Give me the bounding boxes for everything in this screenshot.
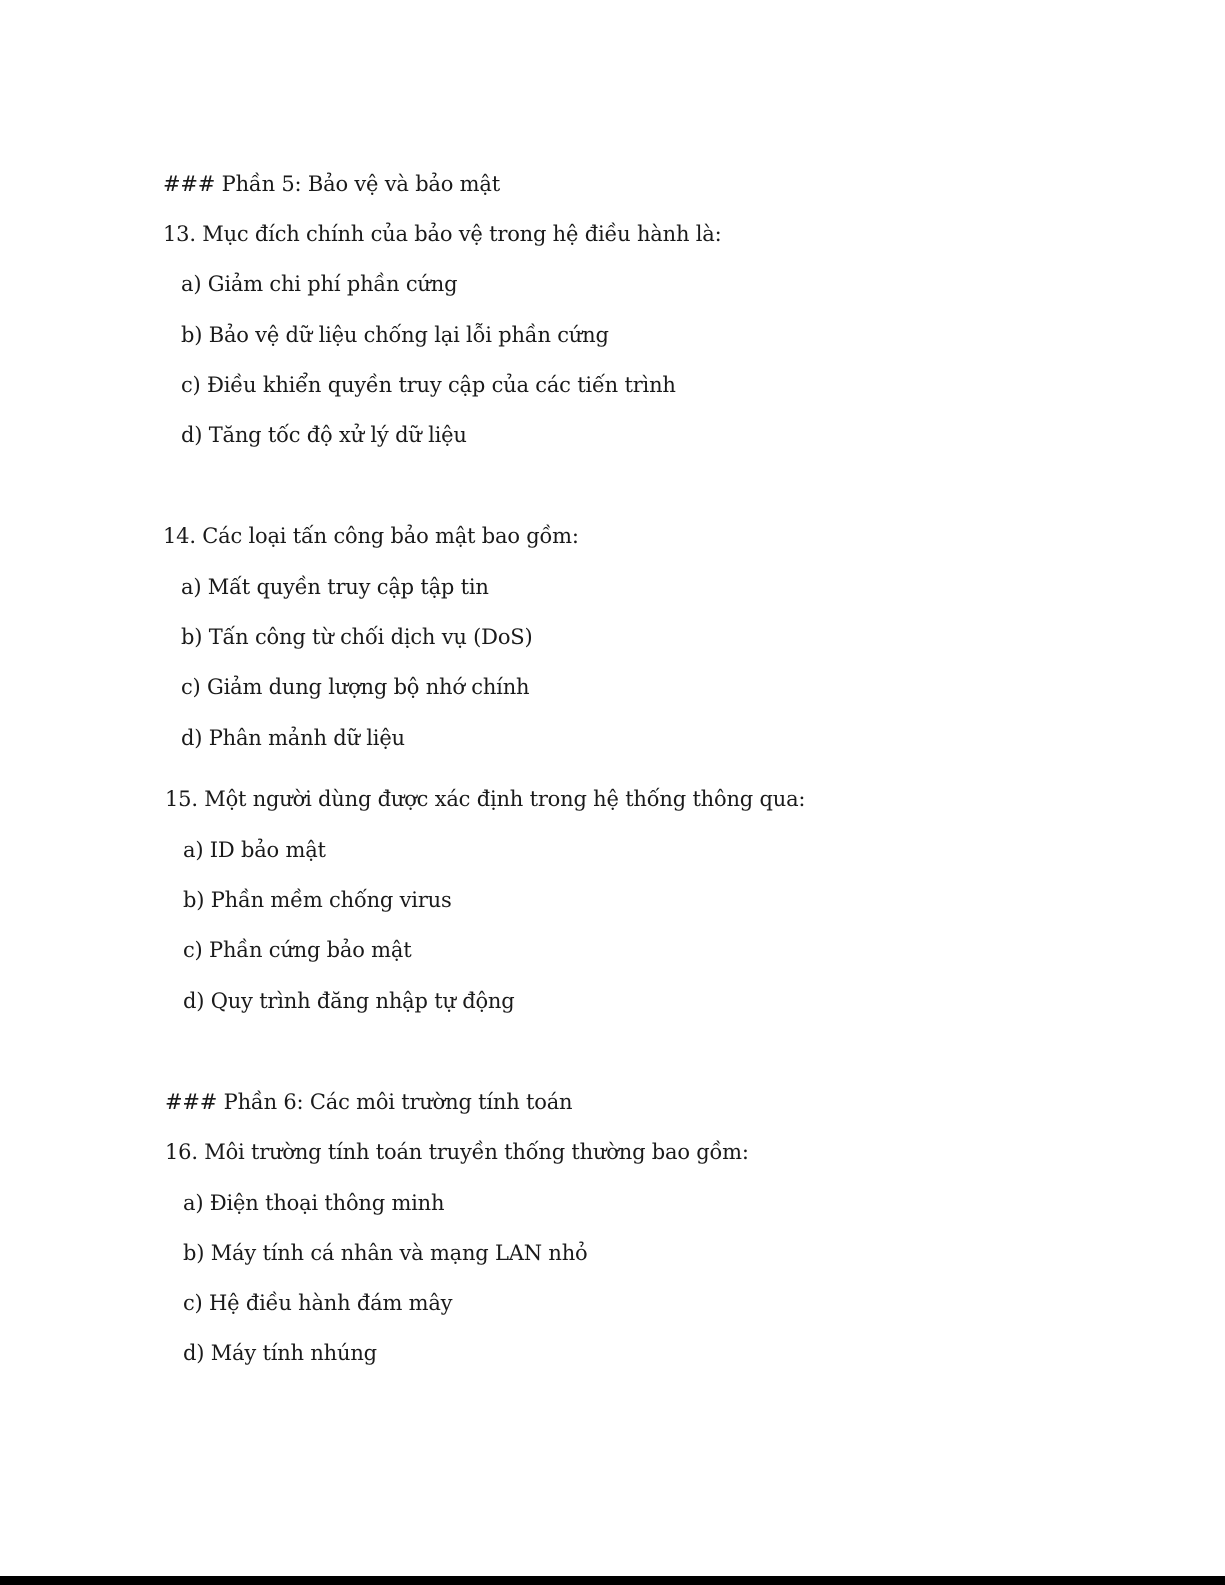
answer-option: c) Hệ điều hành đám mây <box>183 1291 453 1315</box>
page-bottom-border <box>0 1576 1225 1585</box>
answer-option: d) Quy trình đăng nhập tự động <box>183 989 515 1013</box>
section-heading: ### Phần 5: Bảo vệ và bảo mật <box>163 172 500 196</box>
question-text: 13. Mục đích chính của bảo vệ trong hệ điều hành là: <box>163 222 722 246</box>
answer-option: c) Phần cứng bảo mật <box>183 938 412 962</box>
answer-option: b) Bảo vệ dữ liệu chống lại lỗi phần cứng <box>181 323 609 347</box>
answer-option: c) Giảm dung lượng bộ nhớ chính <box>181 675 530 699</box>
answer-option: b) Phần mềm chống virus <box>183 888 452 912</box>
answer-option: c) Điều khiển quyền truy cập của các tiến trình <box>181 373 676 397</box>
answer-option: b) Tấn công từ chối dịch vụ (DoS) <box>181 625 533 649</box>
answer-option: d) Phân mảnh dữ liệu <box>181 726 405 750</box>
answer-option: d) Máy tính nhúng <box>183 1341 377 1365</box>
answer-option: b) Máy tính cá nhân và mạng LAN nhỏ <box>183 1241 588 1265</box>
answer-option: a) ID bảo mật <box>183 838 326 862</box>
question-text: 16. Môi trường tính toán truyền thống thường bao gồm: <box>165 1140 749 1164</box>
question-text: 15. Một người dùng được xác định trong hệ thống thông qua: <box>165 787 806 811</box>
section-heading: ### Phần 6: Các môi trường tính toán <box>165 1090 573 1114</box>
answer-option: d) Tăng tốc độ xử lý dữ liệu <box>181 423 467 447</box>
answer-option: a) Mất quyền truy cập tập tin <box>181 575 489 599</box>
question-text: 14. Các loại tấn công bảo mật bao gồm: <box>163 524 579 548</box>
answer-option: a) Giảm chi phí phần cứng <box>181 272 458 296</box>
answer-option: a) Điện thoại thông minh <box>183 1191 445 1215</box>
